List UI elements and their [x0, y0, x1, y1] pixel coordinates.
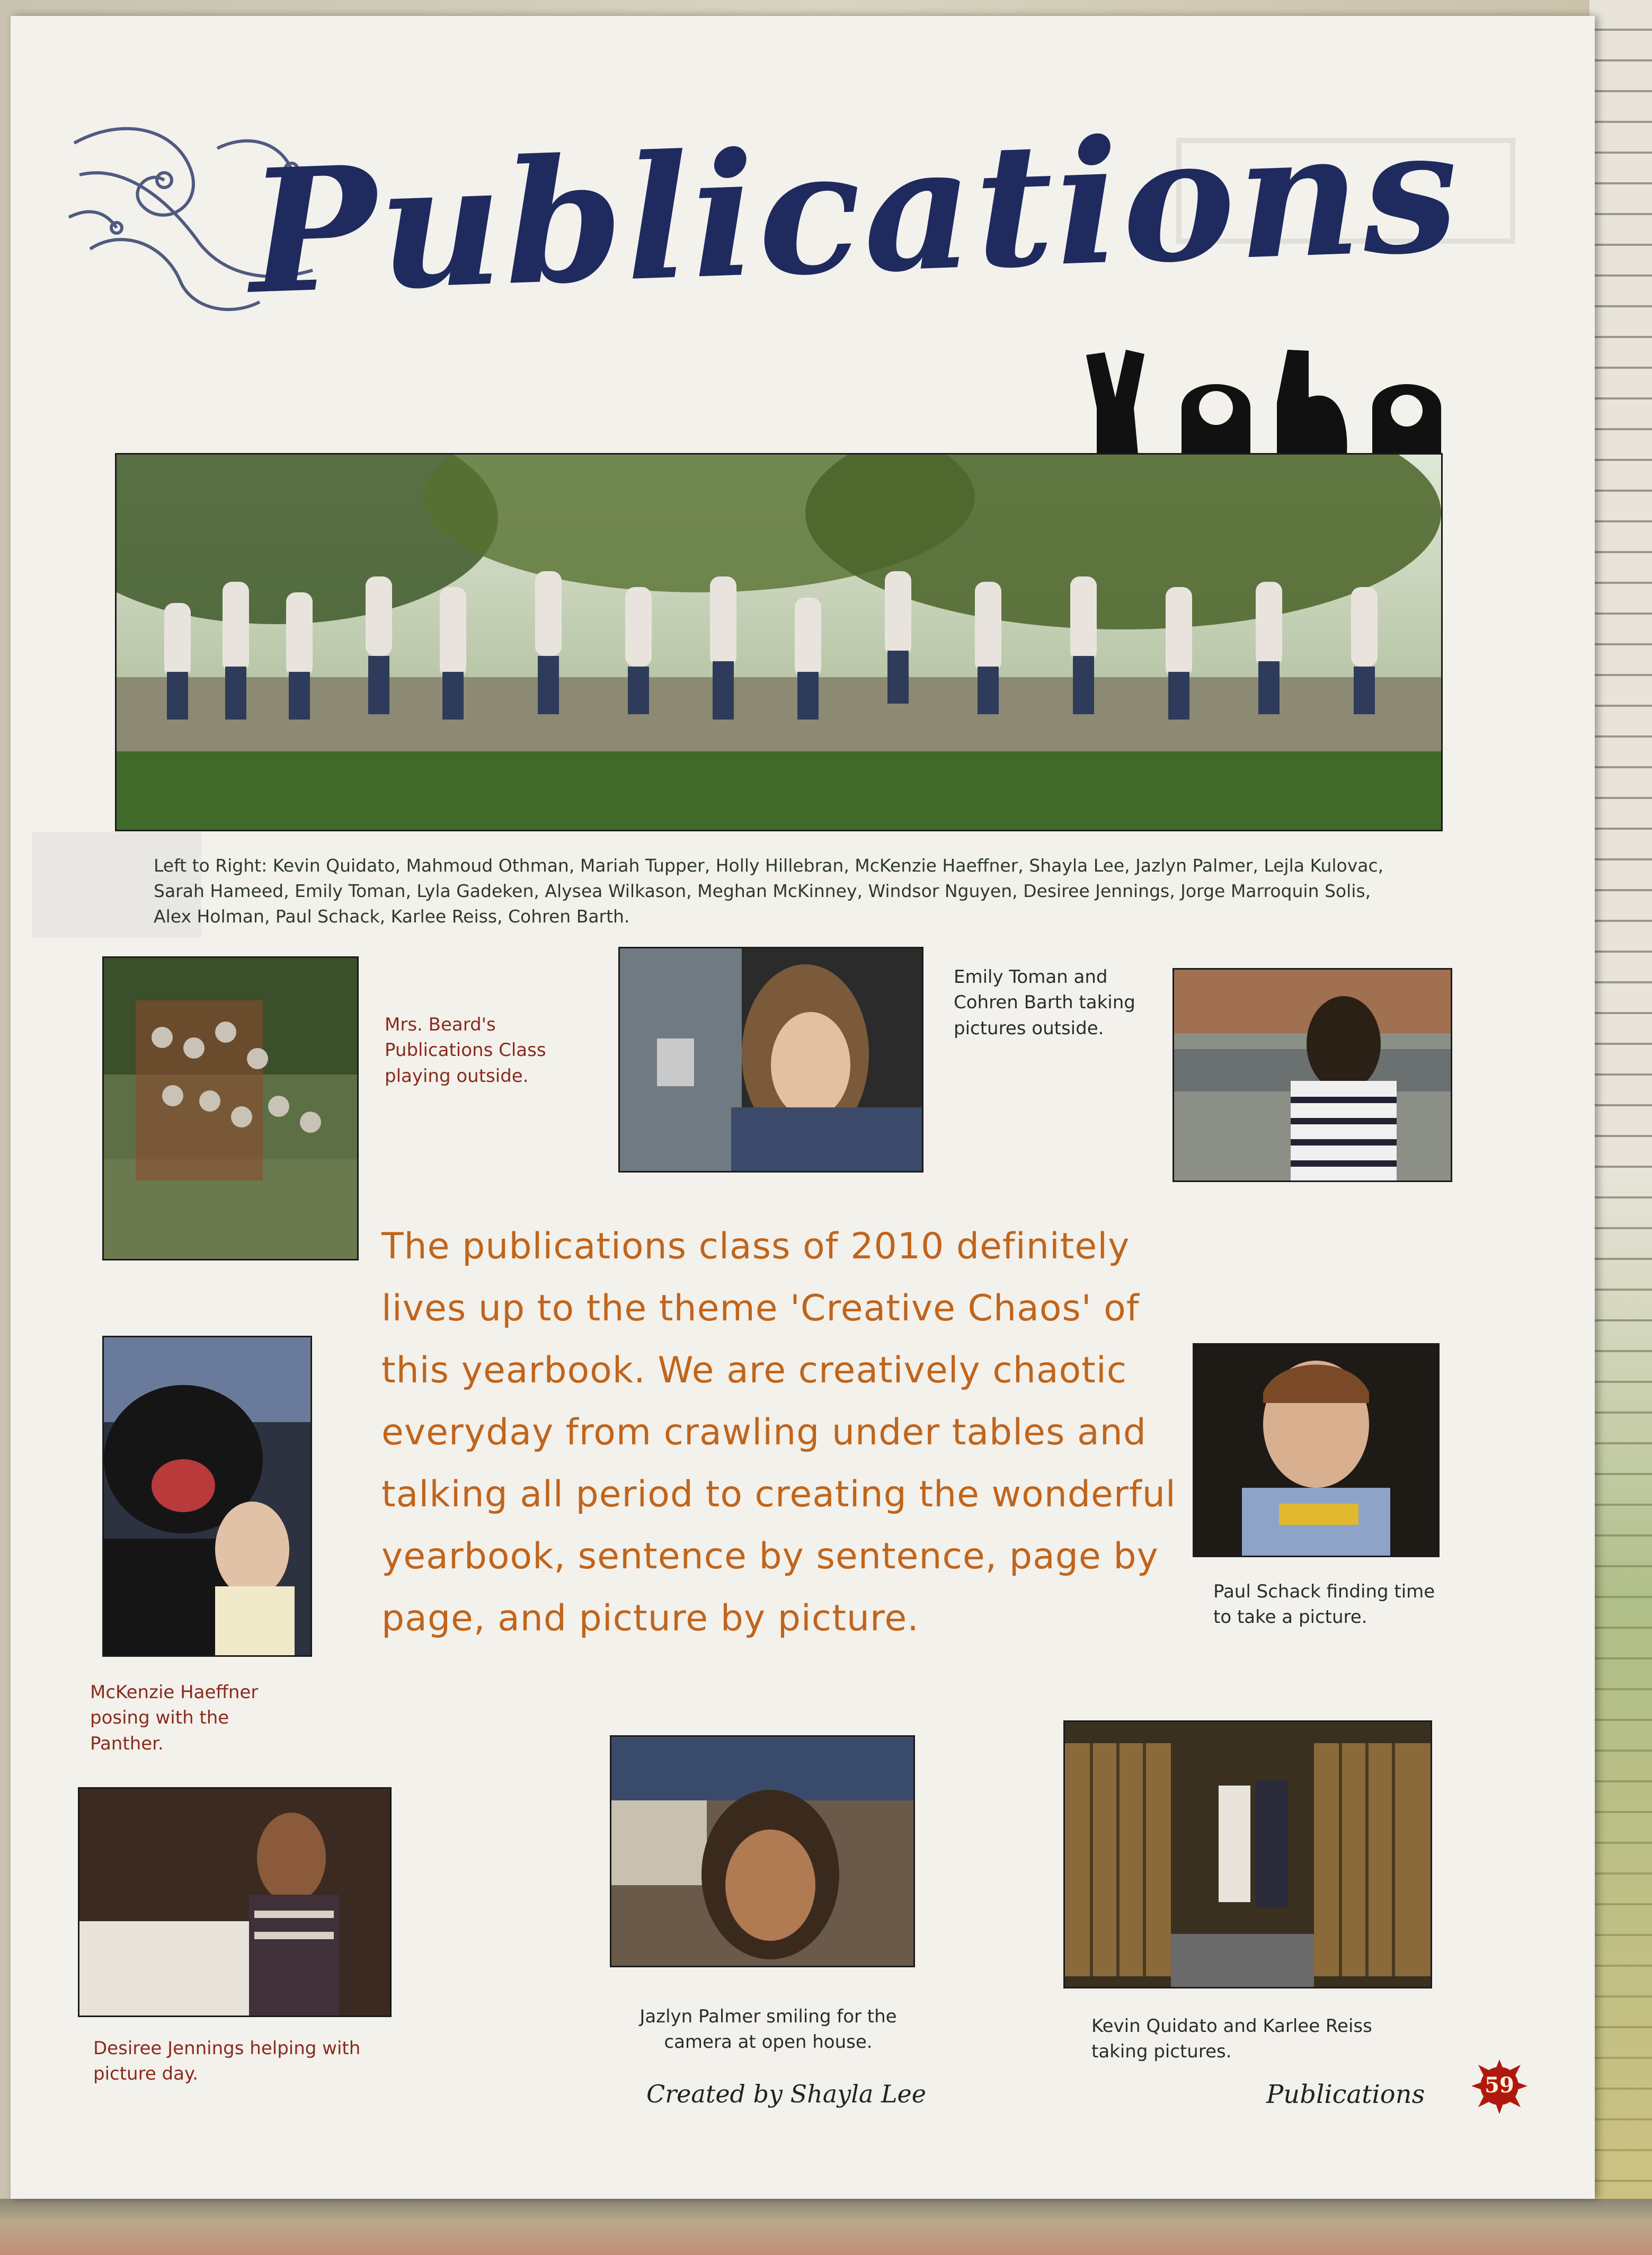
- palmer-caption: Jazlyn Palmer smiling for the camera at open house.: [640, 2006, 897, 2053]
- page-title: Publications: [246, 91, 1463, 332]
- body-paragraph: The publications class of 2010 definitely lives up to the theme 'Creative Chaos' of this yearbook. We are creatively chaotic everyday from crawling under tables and talking all period to creating the wonderful yearbook, sentence by sentence, page by page, and picture by picture.: [381, 1226, 1176, 1639]
- jennings-photo: [79, 1789, 390, 2016]
- quidato-reiss-caption: Kevin Quidato and Karlee Reiss taking pictures.: [1091, 2016, 1372, 2063]
- group-photo: [117, 455, 1441, 830]
- palmer-photo: [611, 1737, 913, 1966]
- page-number-text: 59: [1485, 2073, 1514, 2098]
- footer-section-name: Publications: [1266, 2080, 1425, 2109]
- quidato-reiss-photo: [1065, 1722, 1431, 1987]
- toman-barth-caption: Emily Toman and Cohren Barth taking pictures outside.: [954, 966, 1135, 1039]
- schack-caption: Paul Schack finding time to take a picture.: [1213, 1581, 1435, 1628]
- haeffner-panther-photo: [104, 1337, 310, 1655]
- class-outside-photo: [104, 958, 357, 1259]
- schack-photo: [1194, 1345, 1438, 1556]
- bottom-edge: [0, 2199, 1652, 2255]
- toman-barth-photo: [620, 948, 922, 1171]
- footer-credit: Created by Shayla Lee: [646, 2080, 926, 2108]
- class-outside-caption: Mrs. Beard's Publications Class playing outside.: [385, 1014, 546, 1087]
- haeffner-caption: McKenzie Haeffner posing with the Panther.: [90, 1682, 259, 1754]
- yearbook-page: [11, 16, 1595, 2199]
- sign-language-hands: [1076, 344, 1446, 466]
- page-number: [1470, 2057, 1529, 2115]
- jennings-caption: Desiree Jennings helping with picture day.: [93, 2038, 361, 2085]
- group-photo-caption: Left to Right: Kevin Quidato, Mahmoud Othman, Mariah Tupper, Holly Hillebran, McKenzie Haeffner, Shayla Lee, Jazlyn Palmer, Lejla Kulovac, Sarah Hameed, Emily Toman, Lyla Gadeken, Alysea Wilkason, Meghan McKinney, Windsor Nguyen, Desiree Jennings, Jorge Marroquin Solis, Alex Holman, Paul Schack, Karlee Reiss, Cohren Barth.: [154, 855, 1384, 927]
- camera-student-photo: [1174, 970, 1451, 1180]
